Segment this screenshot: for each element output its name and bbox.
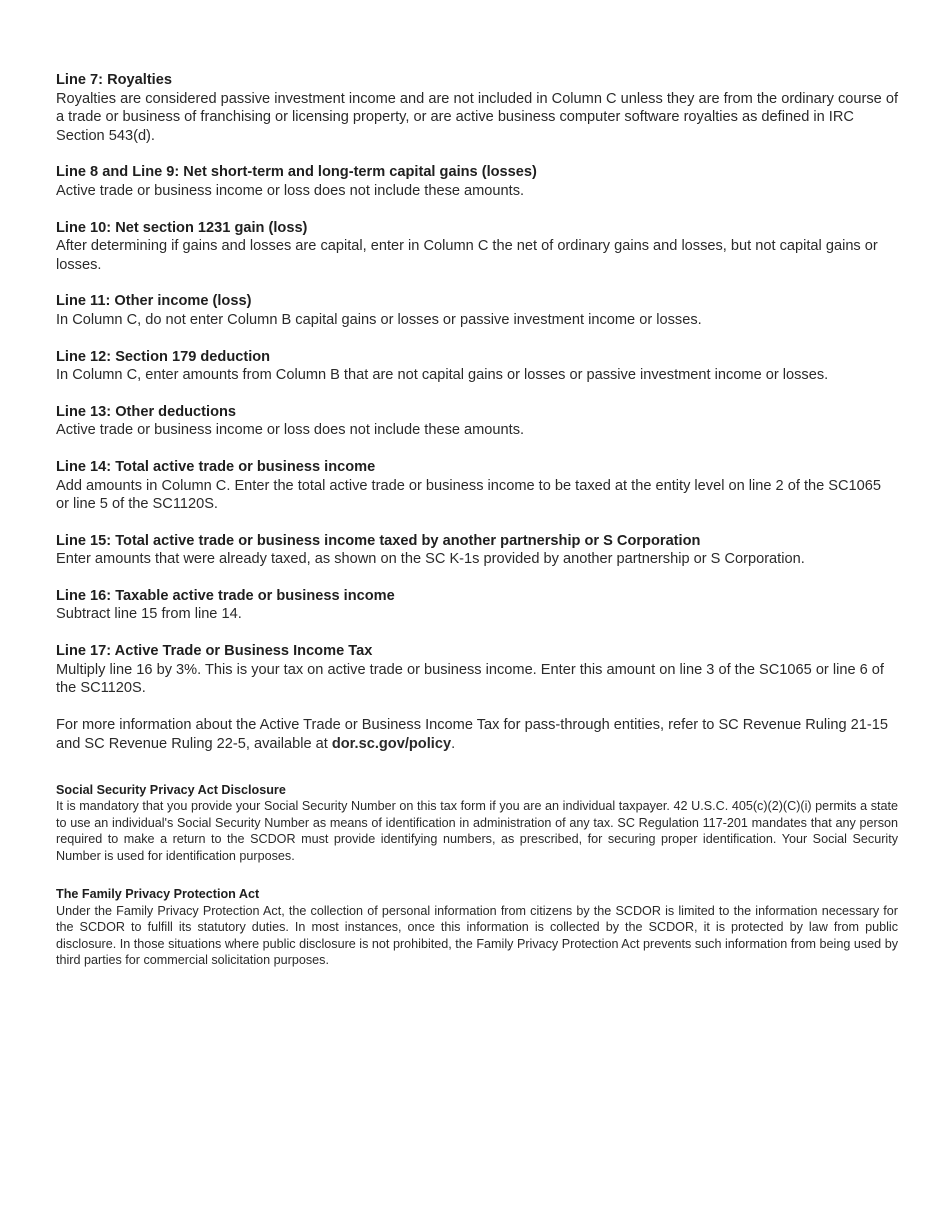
line-17-section: [56, 642, 898, 698]
line-10-body: After determining if gains and losses are capital, enter in Column C the net of ordinary gains and losses, but not capital gains or losses.: [56, 238, 878, 273]
line-17-body: Multiply line 16 by 3%. This is your tax on active trade or business income. Enter this amount on line 3 of the SC1065 or line 6 of the SC1120S.: [56, 661, 884, 697]
family-privacy-act: [56, 886, 898, 969]
line-14-section: [56, 458, 898, 514]
line-11-section: [56, 292, 898, 329]
more-info-paragraph: [56, 716, 898, 754]
line-7-heading: Line 7: Royalties: [56, 72, 172, 88]
line-8-9-body: Active trade or business income or loss does not include these amounts.: [56, 182, 525, 199]
line-16-section: [56, 587, 898, 624]
line-15-section: [56, 532, 898, 569]
line-14-body: Add amounts in Column C. Enter the total active trade or business income to be taxed at the entity level on line 2 of the SC1065 or line 5 of the SC1120S.: [56, 477, 882, 513]
line-14-heading: Line 14: Total active trade or business income: [56, 458, 376, 475]
line-12-section: [56, 348, 898, 385]
instructions-page: [56, 71, 898, 991]
line-11-heading: Line 11: Other income (loss): [56, 293, 252, 310]
more-info-end: .: [451, 735, 456, 752]
line-10-section: [56, 219, 898, 275]
line-16-body: Subtract line 15 from line 14.: [56, 606, 242, 623]
line-15-heading: Line 15: Total active trade or business income taxed by another partnership or S Corporation: [56, 532, 701, 549]
line-8-9-section: [56, 163, 898, 200]
policy-link[interactable]: dor.sc.gov/policy: [331, 735, 452, 752]
more-info-text: For more information about the Active Trade or Business Income Tax for pass-through entities, refer to SC Revenue Ruling 21-15 and SC Revenue Ruling 22-5, available at: [56, 716, 888, 752]
line-12-body: In Column C, enter amounts from Column B that are not capital gains or losses or passive investment income or losses.: [56, 367, 829, 384]
ssn-privacy-disclosure: [56, 782, 898, 865]
ssn-disclosure-body: It is mandatory that you provide your Social Security Number on this tax form if you are an individual taxpayer. 42 U.S.C. 405(c)(2)(C)(i) permits a state to use an individual's Social Security Number as means of identification in administration of any tax. SC Regulation 117-201 mandates that any person required to make a return to the SCDOR must provide identifying numbers, as prescribed, for securing proper identification. Your Social Security Number is used for identification purposes.: [56, 799, 898, 863]
line-8-9-heading: Line 8 and Line 9: Net short-term and long-term capital gains (losses): [56, 164, 537, 181]
family-privacy-body: Under the Family Privacy Protection Act, the collection of personal information from citizens by the SCDOR is limited to the information necessary for the SCDOR to fulfill its statutory duties. In most instances, once this information is collected by the SCDOR, it is protected by law from public disclosure. In those situations where public disclosure is not prohibited, the Family Privacy Protection Act prevents such information from being used by third parties for commercial solicitation purposes.: [56, 903, 898, 968]
line-13-heading: Line 13: Other deductions: [56, 403, 237, 420]
line-11-body: In Column C, do not enter Column B capital gains or losses or passive investment income or losses.: [56, 311, 702, 328]
line-13-body: Active trade or business income or loss does not include these amounts.: [56, 422, 525, 439]
line-16-heading: Line 16: Taxable active trade or business income: [56, 587, 395, 604]
line-15-body: Enter amounts that were already taxed, as shown on the SC K-1s provided by another partnership or S Corporation.: [56, 551, 805, 568]
line-17-heading: Line 17: Active Trade or Business Income Tax: [56, 643, 373, 660]
line-7-body: Royalties are considered passive investment income and are not included in Column C unless they are from the ordinary course of a trade or business of franchising or licensing property, or are active business computer software royalties as defined in IRC Section 543(d).: [56, 90, 899, 144]
line-7-section: [56, 71, 898, 145]
line-13-section: [56, 403, 898, 440]
family-privacy-heading: The Family Privacy Protection Act: [56, 887, 260, 902]
ssn-disclosure-heading: Social Security Privacy Act Disclosure: [56, 782, 286, 797]
line-10-heading: Line 10: Net section 1231 gain (loss): [56, 219, 308, 236]
line-12-heading: Line 12: Section 179 deduction: [56, 348, 271, 365]
